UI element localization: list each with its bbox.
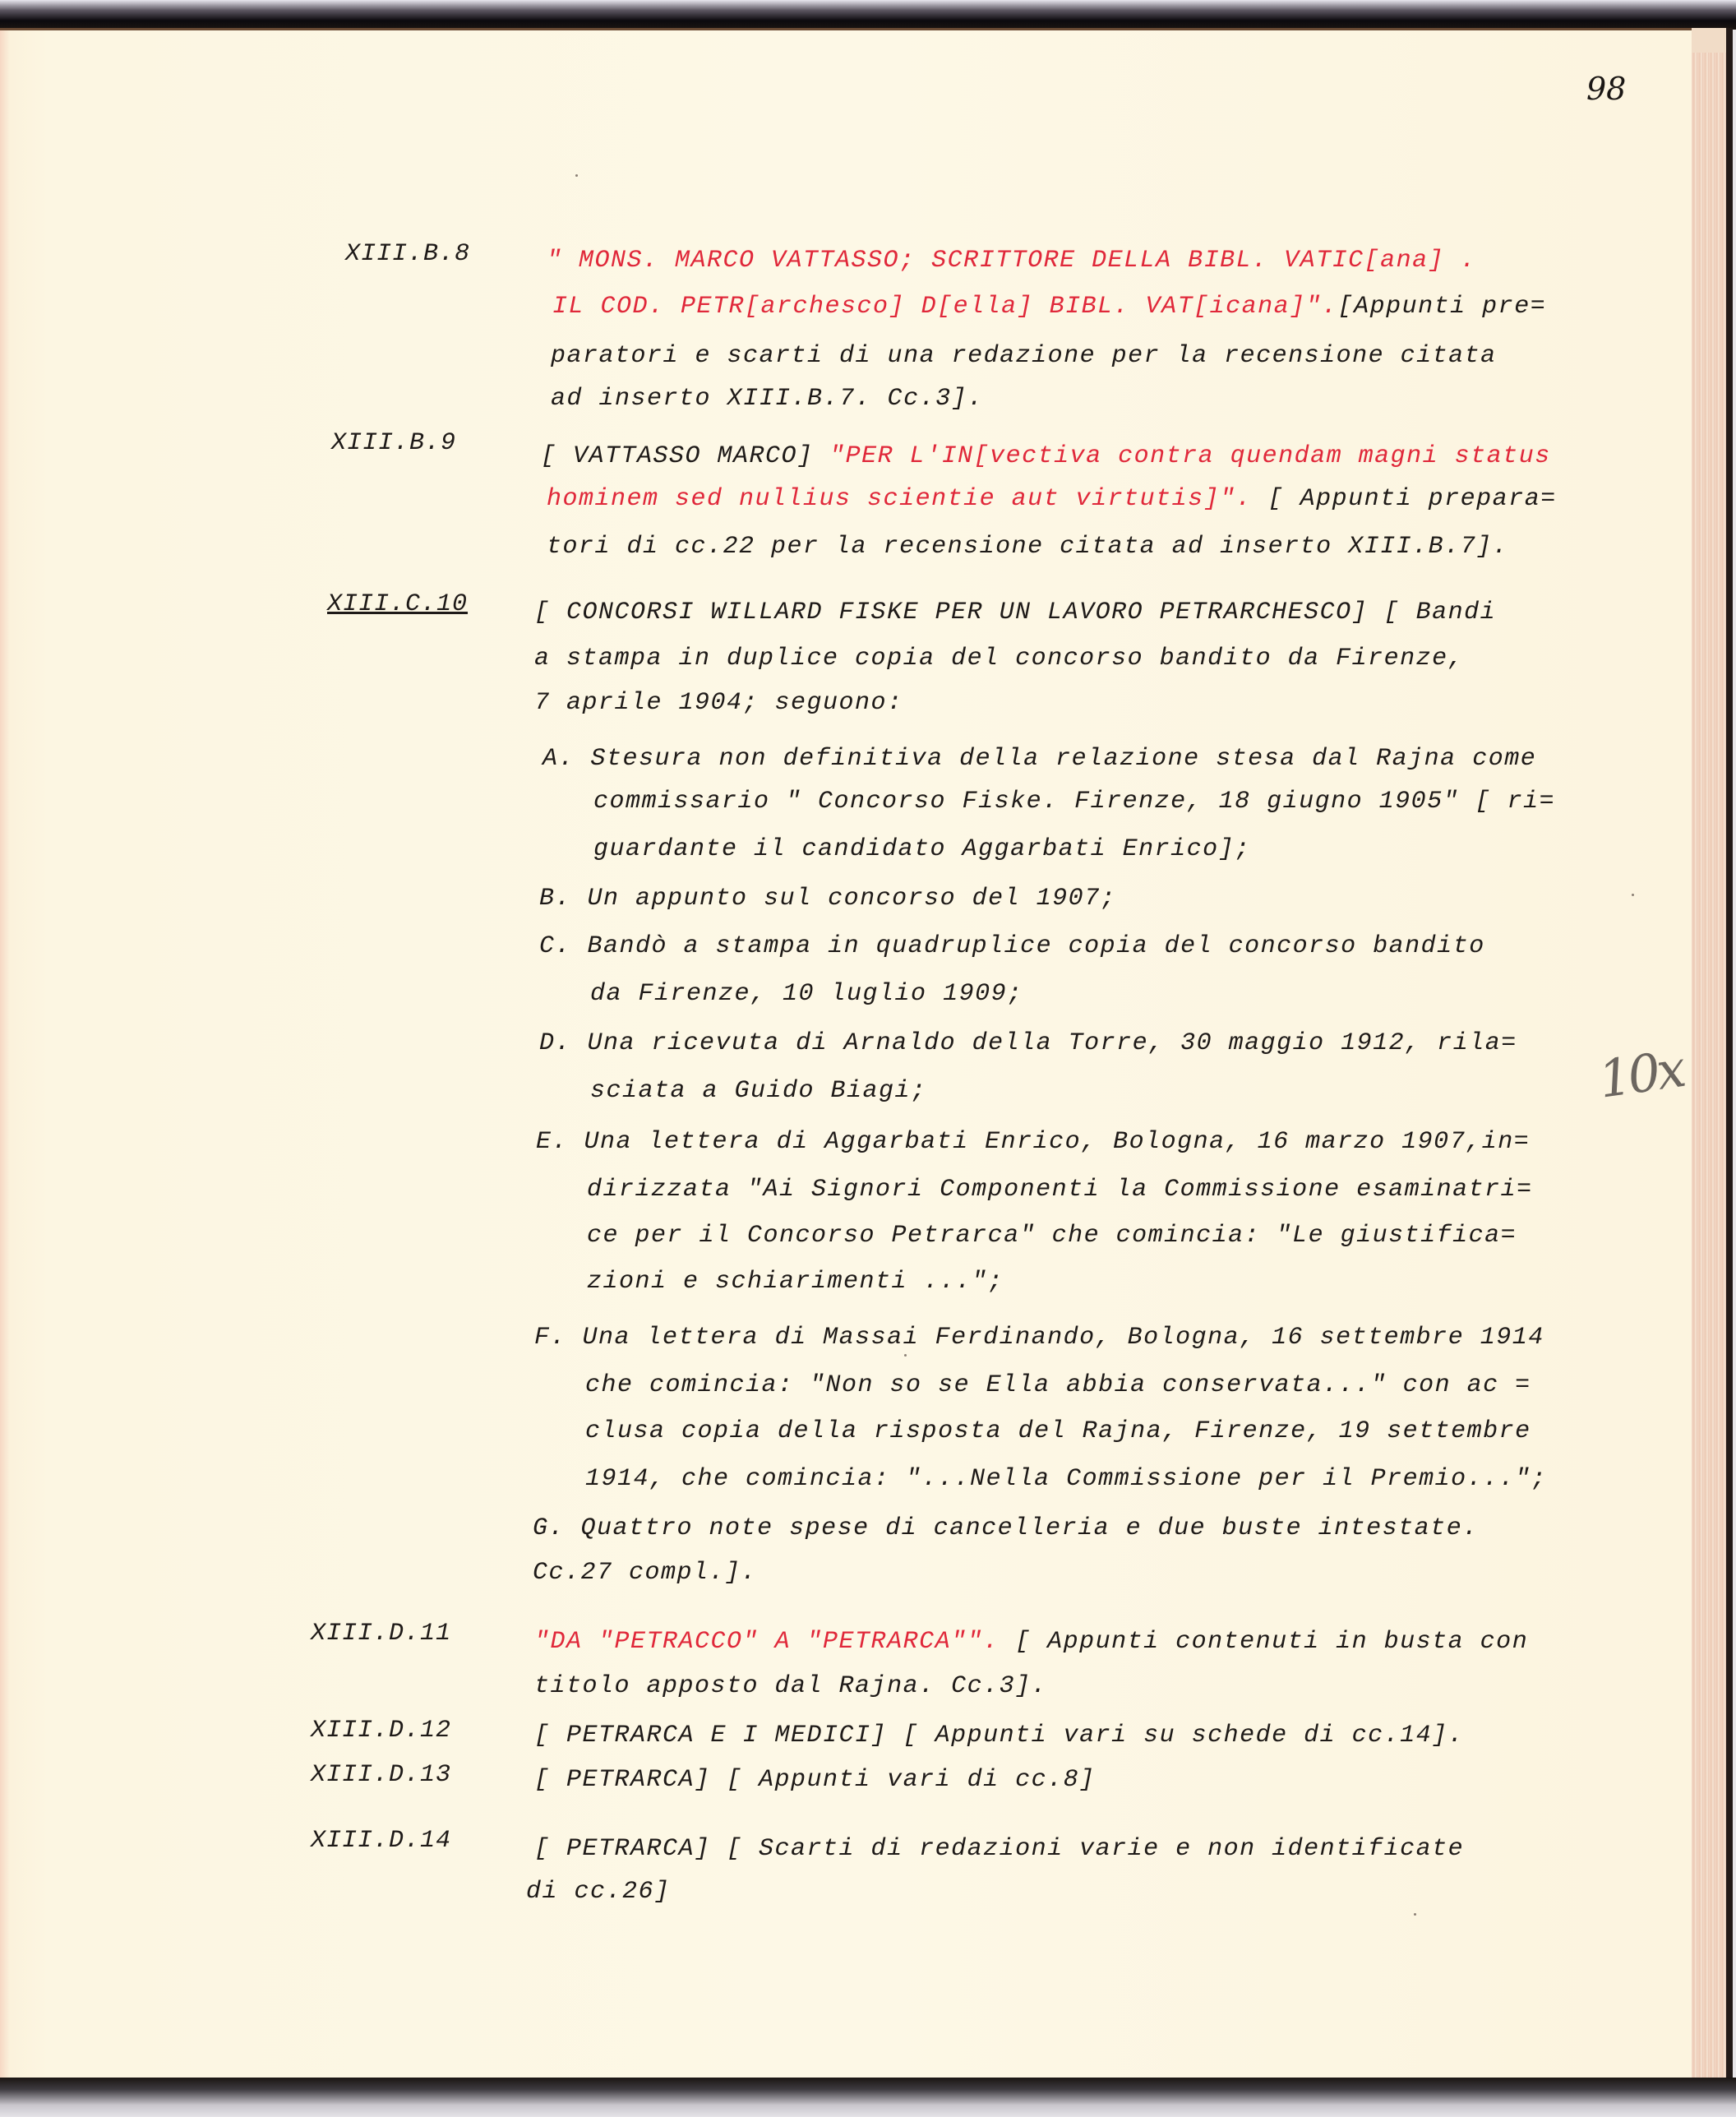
description-text: [ PETRARCA E I MEDICI] [ Appunti vari su schede di cc.14]. bbox=[534, 1722, 1465, 1750]
subitem-text: sciata a Guido Biagi; bbox=[590, 1077, 927, 1105]
entry-line bbox=[534, 1672, 1047, 1700]
subitem-line bbox=[590, 1077, 927, 1105]
subitem-line bbox=[593, 788, 1555, 816]
pencil-annotation: 10x bbox=[1595, 1038, 1687, 1110]
entry-line bbox=[552, 293, 1546, 321]
subitem-text: Quattro note spese di cancelleria e due buste intestate. bbox=[580, 1514, 1479, 1542]
subitem-text: commissario " Concorso Fiske. Firenze, 18 giugno 1905" [ ri= bbox=[593, 788, 1556, 816]
subitem-letter: C. bbox=[539, 932, 572, 960]
subitem-text: Una lettera di Massai Ferdinando, Bologna, 16 settembre 1914 bbox=[582, 1324, 1544, 1352]
subitem-letter: A. bbox=[542, 745, 575, 773]
description-text: di cc.26] bbox=[526, 1878, 671, 1906]
subitem-text: che comincia: "Non so se Ella abbia conservata..." con ac = bbox=[585, 1371, 1531, 1399]
scan-bottom-edge bbox=[0, 2078, 1736, 2117]
entry-signature: XIII.D.13 bbox=[311, 1761, 452, 1789]
subitem-letter: G. bbox=[533, 1514, 566, 1542]
entry-signature: XIII.B.9 bbox=[331, 429, 457, 457]
entry-signature: XIII.D.12 bbox=[311, 1717, 452, 1745]
description-text: [ PETRARCA] [ Scarti di redazioni varie e non identificate bbox=[534, 1835, 1465, 1863]
subitem-text: Stesura non definitiva della relazione stesa dal Rajna come bbox=[590, 745, 1537, 773]
subitem-line bbox=[533, 1514, 1479, 1542]
description-text: paratori e scarti di una redazione per la recensione citata bbox=[551, 342, 1497, 370]
subitem-letter: E. bbox=[536, 1128, 569, 1156]
entry-line bbox=[551, 385, 984, 413]
entry-line bbox=[534, 1628, 1528, 1656]
description-text: [ Appunti contenuti in busta con bbox=[999, 1628, 1529, 1656]
subitem-text: guardante il candidato Aggarbati Enrico]; bbox=[593, 835, 1251, 863]
entry-line bbox=[541, 442, 1551, 470]
subitem-line bbox=[536, 1128, 1530, 1156]
description-text: a stampa in duplice copia del concorso bandito da Firenze, bbox=[534, 645, 1465, 673]
description-text: tori di cc.22 per la recensione citata ad inserto XIII.B.7]. bbox=[547, 533, 1509, 561]
subitem-line bbox=[542, 745, 1536, 773]
entry-signature: XIII.C.10 bbox=[327, 590, 469, 618]
entry-signature: XIII.D.11 bbox=[311, 1620, 452, 1648]
description-text: [ PETRARCA] [ Appunti vari di cc.8] bbox=[534, 1766, 1096, 1794]
subitem-letter: F. bbox=[534, 1324, 567, 1352]
entry-signature: XIII.B.8 bbox=[345, 240, 471, 268]
entry-line bbox=[547, 485, 1557, 513]
subitem-line bbox=[585, 1371, 1531, 1399]
entry-signature: XIII.D.14 bbox=[311, 1827, 452, 1855]
title-text: " MONS. MARCO VATTASSO; SCRITTORE DELLA BIBL. VATIC[ana] . bbox=[547, 247, 1477, 275]
subitem-text: ce per il Concorso Petrarca" che comincia: "Le giustifica= bbox=[587, 1222, 1517, 1250]
entry-line bbox=[526, 1878, 671, 1906]
title-text: IL COD. PETR[archesco] D[ella] BIBL. VAT[icana]". bbox=[552, 293, 1338, 321]
subitem-text: Una lettera di Aggarbati Enrico, Bologna, 16 marzo 1907,in= bbox=[584, 1128, 1531, 1156]
subitem-line bbox=[539, 885, 1116, 913]
subitem-line bbox=[585, 1417, 1531, 1445]
subitem-line bbox=[585, 1465, 1547, 1493]
page-number: 98 bbox=[1586, 71, 1627, 107]
title-text: hominem sed nullius scientie aut virtutis]". bbox=[547, 485, 1253, 513]
description-text: [ VATTASSO MARCO] bbox=[541, 442, 830, 470]
subitem-text: 1914, che comincia: "...Nella Commissione per il Premio..."; bbox=[585, 1465, 1548, 1493]
description-text: [ Appunti prepara= bbox=[1252, 485, 1557, 513]
subitem-line bbox=[590, 980, 1023, 1008]
entry-line bbox=[534, 689, 903, 717]
entry-line bbox=[534, 645, 1464, 673]
entry-line bbox=[547, 247, 1476, 275]
title-text: "PER L'IN[vectiva contra quendam magni status bbox=[829, 442, 1551, 470]
subitem-text: da Firenze, 10 luglio 1909; bbox=[590, 980, 1023, 1008]
subitem-line bbox=[587, 1176, 1533, 1204]
scan-top-edge bbox=[0, 0, 1736, 30]
subitem-text: Un appunto sul concorso del 1907; bbox=[587, 885, 1117, 913]
subitem-line bbox=[587, 1222, 1517, 1250]
subitem-line bbox=[593, 835, 1251, 863]
subitem-text: dirizzata "Ai Signori Componenti la Commissione esaminatri= bbox=[587, 1176, 1533, 1204]
entry-line bbox=[534, 599, 1496, 626]
entry-line bbox=[551, 342, 1497, 370]
subitem-text: Bandò a stampa in quadruplice copia del concorso bandito bbox=[587, 932, 1485, 960]
subitem-letter: B. bbox=[539, 885, 572, 913]
subitem-line bbox=[539, 932, 1485, 960]
description-text: titolo apposto dal Rajna. Cc.3]. bbox=[534, 1672, 1048, 1700]
entry-line bbox=[534, 1722, 1464, 1750]
entry-line bbox=[534, 1766, 1096, 1794]
subitem-text: Una ricevuta di Arnaldo della Torre, 30 maggio 1912, rila= bbox=[587, 1029, 1517, 1057]
entry-line bbox=[534, 1835, 1464, 1863]
description-text: [Appunti pre= bbox=[1337, 293, 1547, 321]
subitem-text: clusa copia della risposta del Rajna, Firenze, 19 settembre bbox=[585, 1417, 1531, 1445]
subitem-line bbox=[539, 1029, 1517, 1057]
description-text: [ CONCORSI WILLARD FISKE PER UN LAVORO PETRARCHESCO] [ Bandi bbox=[534, 599, 1497, 626]
description-text: ad inserto XIII.B.7. Cc.3]. bbox=[551, 385, 984, 413]
subitem-text: zioni e schiarimenti ..."; bbox=[587, 1268, 1004, 1296]
description-text: 7 aprile 1904; seguono: bbox=[534, 689, 903, 717]
subitem-letter: D. bbox=[539, 1029, 572, 1057]
subitem-line bbox=[587, 1268, 1004, 1296]
entry-closing: Cc.27 compl.]. bbox=[533, 1559, 758, 1587]
title-text: "DA "PETRACCO" A "PETRARCA"". bbox=[534, 1628, 1000, 1656]
page-stack-edge bbox=[1692, 28, 1733, 2083]
subitem-line bbox=[534, 1324, 1544, 1352]
entry-line bbox=[547, 533, 1508, 561]
